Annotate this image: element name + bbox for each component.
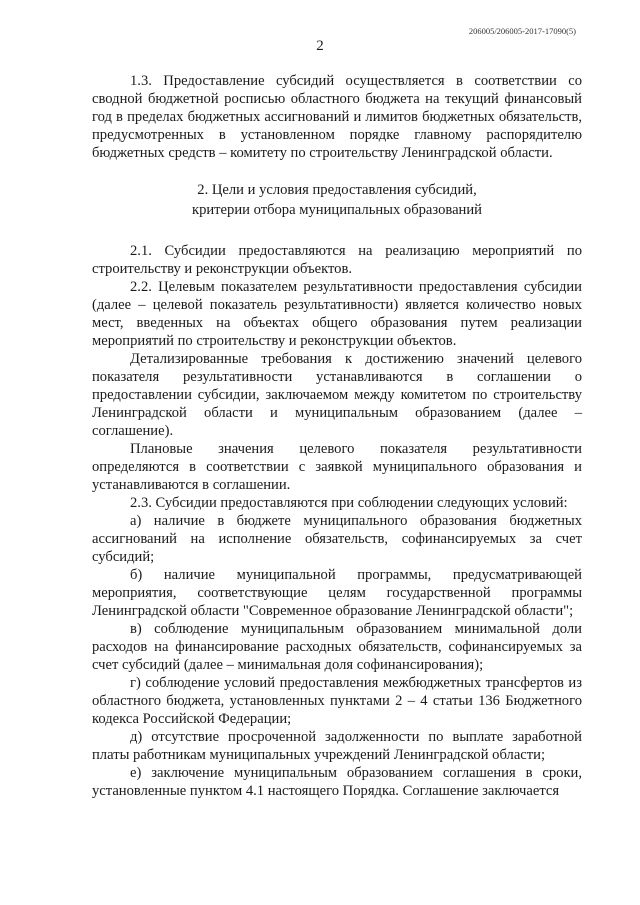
paragraph: Детализированные требования к достижению значений целевого показателя результативности устанавливаются в соглашении о предоставлении субсидии, заключаемом между комитетом по строительству Ленинградской области и муниципальным образованием (далее – соглашение). [92, 351, 582, 439]
list-item: г) соблюдение условий предоставления межбюджетных трансфертов из областного бюджета, установленных пунктами 2 – 4 статьи 136 Бюджетного кодекса Российской Федерации; [92, 675, 582, 727]
document-body [92, 72, 582, 800]
list-item: д) отсутствие просроченной задолженности по выплате заработной платы работникам муниципальных учреждений Ленинградской области; [92, 729, 582, 763]
paragraph-1-3: 1.3. Предоставление субсидий осуществляется в соответствии со сводной бюджетной росписью областного бюджета на текущий финансовый год в пределах бюджетных ассигнований и лимитов бюджетных обязательств, предусмотренных в установленном порядке главному распорядителю бюджетных средств – комитету по строительству Ленинградской области. [92, 73, 582, 161]
list-item: е) заключение муниципальным образованием соглашения в сроки, установленные пунктом 4.1 настоящего Порядка. Соглашение заключается [92, 765, 582, 799]
list-item: б) наличие муниципальной программы, предусматривающей мероприятия, соответствующие целям государственной программы Ленинградской области "Современное образование Ленинградской области"; [92, 567, 582, 619]
list-item: в) соблюдение муниципальным образованием минимальной доли расходов на финансирование расходных обязательств, софинансируемых за счет субсидий (далее – минимальная доля софинансирования); [92, 621, 582, 673]
paragraph: 2.2. Целевым показателем результативности предоставления субсидии (далее – целевой показатель результативности) является количество новых мест, введенных на объектах общего образования путем реализации мероприятий по строительству и реконструкции объектов. [92, 279, 582, 349]
page-number: 2 [316, 38, 324, 54]
list-item: а) наличие в бюджете муниципального образования бюджетных ассигнований на исполнение обязательств, софинансируемых за счет субсидий; [92, 513, 582, 565]
paragraph: 2.1. Субсидии предоставляются на реализацию мероприятий по строительству и реконструкции объектов. [92, 243, 582, 277]
paragraph: Плановые значения целевого показателя результативности определяются в соответствии с заявкой муниципального образования и устанавливаются в соглашении. [92, 441, 582, 493]
section-heading-line-2: критерии отбора муниципальных образований [191, 202, 482, 218]
paragraph: 2.3. Субсидии предоставляются при соблюдении следующих условий: [130, 495, 568, 511]
section-heading-line-1: 2. Цели и условия предоставления субсидий, [197, 182, 477, 198]
document-id: 206005/206005-2017-17090(5) [468, 26, 576, 36]
section-heading [92, 180, 582, 220]
